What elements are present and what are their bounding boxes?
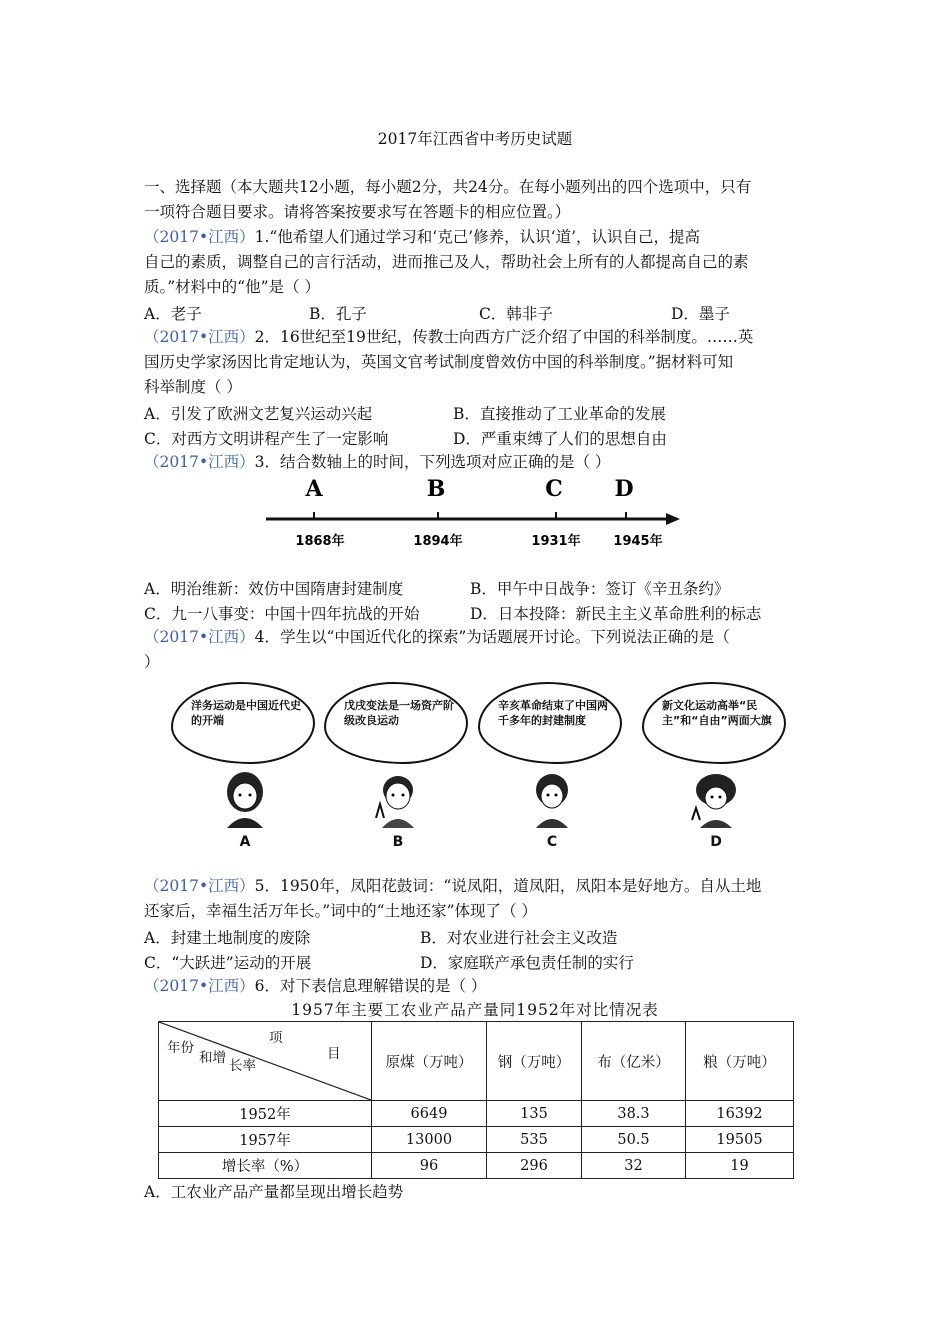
q4-source-tag: （2017•江西）	[144, 628, 255, 646]
table-header-row	[159, 1022, 794, 1101]
cell-cloth: 50.5	[582, 1127, 686, 1153]
cell-steel: 296	[487, 1153, 582, 1179]
cartoon-a	[165, 682, 325, 857]
speech-bubble	[171, 682, 315, 764]
cartoon-label: C	[546, 834, 558, 850]
corner-rate: 长率	[229, 1058, 256, 1074]
cartoon-label: D	[710, 834, 722, 850]
cell-grain: 16392	[686, 1101, 794, 1127]
cartoon-label: B	[392, 834, 404, 850]
q2-source-tag: （2017•江西）	[144, 328, 255, 346]
student-girl-icon	[205, 768, 285, 828]
q6-line1	[144, 976, 486, 996]
q6-source-tag: （2017•江西）	[144, 977, 255, 995]
q2-option-a: A．引发了欧洲文艺复兴运动兴起	[144, 405, 373, 423]
q4-text: 4．学生以“中国近代化的探索”为话题展开讨论。下列说法正确的是（	[254, 628, 730, 646]
timeline-arrow-icon	[666, 513, 680, 525]
page-title: 2017年江西省中考历史试题	[377, 130, 573, 148]
bubble-text: 新文化运动高举“民主”和“自由”两面大旗	[662, 699, 772, 727]
student-girl-icon	[676, 768, 756, 828]
header-cloth: 布（亿米）	[582, 1022, 686, 1101]
timeline-label-b: B	[426, 476, 446, 502]
speech-bubble	[478, 682, 622, 764]
q1-option-b: B．孔子	[309, 305, 367, 323]
row-label: 1957年	[159, 1127, 372, 1153]
row-label: 增长率（%）	[159, 1153, 372, 1179]
q2-line3: 科举制度（ ）	[144, 378, 242, 396]
header-steel: 钢（万吨）	[487, 1022, 582, 1101]
q5-option-d: D．家庭联产承包责任制的实行	[420, 954, 634, 972]
student-boy-icon	[358, 768, 438, 828]
timeline-label-d: D	[614, 476, 634, 502]
q3-option-a: A．明治维新：效仿中国隋唐封建制度	[144, 580, 404, 598]
q2-option-b: B．直接推动了工业革命的发展	[453, 405, 666, 423]
q1-text: 1.“他希望人们通过学习和‘克己’修养，认识‘道’，认识自己，提高	[254, 228, 701, 246]
q5-option-c: C．“大跃进”运动的开展	[144, 954, 312, 972]
table-row	[159, 1101, 794, 1127]
q2-line2: 国历史学家汤因比肯定地认为，英国文官考试制度曾效仿中国的科举制度。”据材料可知	[144, 353, 734, 371]
timeline-label-a: A	[305, 476, 323, 502]
table-row	[159, 1153, 794, 1179]
cell-grain: 19505	[686, 1127, 794, 1153]
bubble-text: 戊戌变法是一场资产阶级改良运动	[344, 699, 454, 727]
bubble-text: 洋务运动是中国近代史的开端	[191, 699, 301, 727]
cell-steel: 535	[487, 1127, 582, 1153]
speech-bubble	[324, 682, 468, 764]
q2-option-d: D．严重束缚了人们的思想自由	[453, 430, 667, 448]
q6-text: 6．对下表信息理解错误的是（ ）	[254, 977, 487, 995]
cell-cloth: 38.3	[582, 1101, 686, 1127]
q3-source-tag: （2017•江西）	[144, 453, 255, 471]
header-coal: 原煤（万吨）	[372, 1022, 487, 1101]
section-intro-line1: 一、选择题（本大题共12小题，每小题2分，共24分。在每小题列出的四个选项中，只有	[144, 178, 752, 196]
cell-coal: 13000	[372, 1127, 487, 1153]
q3-option-c: C．九一八事变：中国十四年抗战的开始	[144, 605, 420, 623]
q3-text: 3．结合数轴上的时间，下列选项对应正确的是（ ）	[254, 453, 611, 471]
cell-grain: 19	[686, 1153, 794, 1179]
q2-option-c: C．对西方文明讲程产生了一定影响	[144, 430, 389, 448]
q3-line1	[144, 452, 610, 472]
timeline-year-1868: 1868年	[295, 534, 345, 549]
q5-line2: 还家后，幸福生活万年长。”词中的“土地还家”体现了（ ）	[144, 902, 537, 920]
student-girl-icon	[512, 768, 592, 828]
table-row	[159, 1127, 794, 1153]
q1-source-tag: （2017•江西）	[144, 228, 255, 246]
q1-option-d: D．墨子	[671, 305, 730, 323]
corner-and: 和增	[199, 1050, 226, 1066]
bubble-text: 辛亥革命结束了中国两千多年的封建制度	[498, 699, 608, 727]
corner-mu: 目	[327, 1046, 341, 1062]
cartoon-b	[318, 682, 478, 857]
header-grain: 粮（万吨）	[686, 1022, 794, 1101]
cell-cloth: 32	[582, 1153, 686, 1179]
q1-line3: 质。”材料中的“他”是（ ）	[144, 278, 320, 296]
q5-option-b: B．对农业进行社会主义改造	[420, 929, 618, 947]
cartoon-d	[636, 682, 796, 857]
q1-option-a: A．老子	[144, 305, 202, 323]
table-title: 1957年主要工农业产品产量同1952年对比情况表	[291, 1001, 659, 1019]
q2-line1	[144, 327, 753, 347]
q5-source-tag: （2017•江西）	[144, 877, 255, 895]
q4-line1	[144, 627, 730, 647]
q3-option-b: B．甲午中日战争：签订《辛丑条约》	[470, 580, 730, 598]
cell-coal: 96	[372, 1153, 487, 1179]
corner-item: 项	[269, 1030, 283, 1046]
timeline-year-1931: 1931年	[531, 534, 581, 549]
q3-option-d: D．日本投降：新民主主义革命胜利的标志	[470, 605, 762, 623]
q5-line1	[144, 876, 761, 896]
q4-line2: ）	[144, 653, 160, 671]
corner-year: 年份	[167, 1040, 194, 1056]
production-table	[158, 1021, 794, 1179]
cartoon-label: A	[239, 834, 251, 850]
timeline-year-1894: 1894年	[413, 534, 463, 549]
q1-option-c: C．韩非子	[479, 305, 553, 323]
q6-option-a: A．工农业产品产量都呈现出增长趋势	[144, 1183, 404, 1201]
row-label: 1952年	[159, 1101, 372, 1127]
timeline-label-c: C	[545, 476, 563, 502]
cell-steel: 135	[487, 1101, 582, 1127]
cell-coal: 6649	[372, 1101, 487, 1127]
timeline	[262, 474, 682, 554]
section-intro-line2: 一项符合题目要求。请将答案按要求写在答题卡的相应位置。）	[144, 203, 571, 221]
q5-option-a: A．封建土地制度的废除	[144, 929, 311, 947]
q1-line2: 自己的素质，调整自己的言行活动，进而推己及人，帮助社会上所有的人都提高自己的素	[144, 253, 749, 271]
table-corner-cell	[159, 1022, 372, 1101]
cartoon-c	[472, 682, 632, 857]
q1-line1	[144, 227, 700, 247]
q5-text: 5．1950年，凤阳花鼓词：“说凤阳，道凤阳，凤阳本是好地方。自从土地	[254, 877, 762, 895]
q2-text: 2．16世纪至19世纪，传教士向西方广泛介绍了中国的科举制度。……英	[254, 328, 754, 346]
speech-bubble	[642, 682, 786, 764]
timeline-year-1945: 1945年	[613, 534, 663, 549]
